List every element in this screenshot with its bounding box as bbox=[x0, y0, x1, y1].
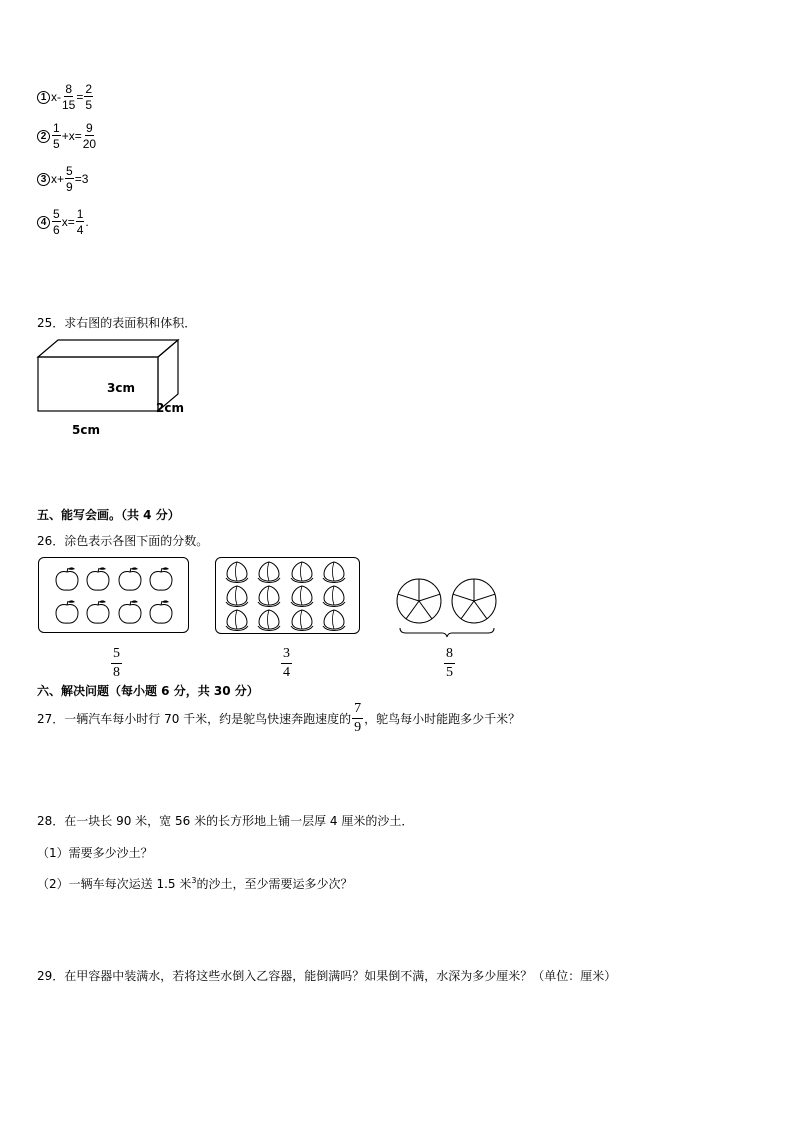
fraction-apples: $\frac{5}{8}$ bbox=[113, 646, 120, 680]
section-6-title: 六、解决问题（每小题 6 分，共 30 分） bbox=[37, 684, 259, 698]
equation-list bbox=[37, 80, 97, 244]
apple-icon bbox=[56, 567, 78, 590]
fraction: $\frac{5}{9}$ bbox=[66, 164, 73, 194]
circled-number: 4 bbox=[37, 216, 50, 229]
peach-icon bbox=[226, 562, 248, 583]
peach-icon bbox=[258, 586, 280, 607]
peach-icon bbox=[258, 562, 280, 583]
apple-icon bbox=[119, 567, 141, 590]
equation-1: 1 x- $\frac{8}{15}$ = $\frac{2}{5}$ bbox=[37, 80, 97, 114]
question-27-text-after: ，鸵鸟每小时能跑多少千米？ bbox=[364, 712, 521, 726]
apple-icon bbox=[87, 600, 109, 623]
circled-number: 3 bbox=[37, 173, 50, 186]
apple-grid bbox=[39, 558, 190, 634]
peach-grid bbox=[216, 558, 361, 635]
fraction-circles: $\frac{8}{5}$ bbox=[446, 646, 453, 680]
question-27-text-before: 27．一辆汽车每小时行 70 千米，约是鸵鸟快速奔跑速度的 bbox=[37, 712, 352, 726]
equation-4: 4 $\frac{5}{6}$ x= $\frac{1}{4}$ . bbox=[37, 200, 97, 244]
circled-number: 1 bbox=[37, 91, 50, 104]
circle-divided-5 bbox=[397, 579, 441, 623]
peach-icon bbox=[323, 586, 345, 607]
peach-icon bbox=[323, 562, 345, 583]
fraction-peaches: $\frac{3}{4}$ bbox=[283, 646, 290, 680]
peaches-box bbox=[215, 557, 360, 634]
fraction: $\frac{8}{15}$ bbox=[62, 82, 76, 112]
peach-icon bbox=[258, 610, 280, 631]
question-28-text: 28．在一块长 90 米，宽 56 米的长方形地上铺一层厚 4 厘米的沙土． bbox=[37, 814, 414, 828]
apple-icon bbox=[87, 567, 109, 590]
question-26-text: 26．涂色表示各图下面的分数。 bbox=[37, 534, 209, 548]
brace bbox=[400, 628, 494, 637]
fraction: $\frac{9}{20}$ bbox=[82, 121, 97, 151]
height-label: 3cm bbox=[107, 381, 135, 395]
fraction: $\frac{2}{5}$ bbox=[85, 82, 93, 112]
fraction: $\frac{1}{5}$ bbox=[53, 121, 60, 151]
question-28-sub2: （2）一辆车每次运送 1.5 米$^3$的沙土，至少需要运多少次？ bbox=[37, 876, 353, 891]
apple-icon bbox=[150, 567, 172, 590]
section-5-title: 五、能写会画。（共 4 分） bbox=[37, 508, 180, 522]
circled-number: 2 bbox=[37, 130, 50, 143]
equation-2: 2 $\frac{1}{5}$ +x= $\frac{9}{20}$ bbox=[37, 114, 97, 158]
apple-icon bbox=[119, 600, 141, 623]
question-29-text: 29．在甲容器中装满水，若将这些水倒入乙容器，能倒满吗？如果倒不满，水深为多少厘米？（单位：厘米） bbox=[37, 969, 617, 983]
peach-icon bbox=[323, 610, 345, 631]
circle-divided-5 bbox=[452, 579, 496, 623]
question-27 bbox=[37, 702, 520, 735]
apples-box bbox=[38, 557, 189, 633]
depth-label: 2cm bbox=[156, 401, 184, 415]
equation-3: 3 x+ $\frac{5}{9}$ =3 bbox=[37, 158, 97, 200]
fraction: $\frac{5}{6}$ bbox=[53, 207, 60, 237]
cuboid-front-face bbox=[38, 357, 158, 411]
length-label: 5cm bbox=[72, 423, 100, 437]
fraction: $\frac{1}{4}$ bbox=[76, 207, 84, 237]
peach-icon bbox=[291, 586, 313, 607]
apple-icon bbox=[56, 600, 78, 623]
fraction: $\frac{7}{9}$ bbox=[354, 701, 362, 735]
peach-icon bbox=[291, 610, 313, 631]
peach-icon bbox=[291, 562, 313, 583]
peach-icon bbox=[226, 586, 248, 607]
peach-icon bbox=[226, 610, 248, 631]
question-25-text: 25．求右图的表面积和体积． bbox=[37, 316, 197, 330]
question-28-sub1: （1）需要多少沙土？ bbox=[37, 846, 153, 860]
cuboid-top-face bbox=[38, 340, 178, 357]
circles-figure bbox=[392, 572, 502, 638]
apple-icon bbox=[150, 600, 172, 623]
